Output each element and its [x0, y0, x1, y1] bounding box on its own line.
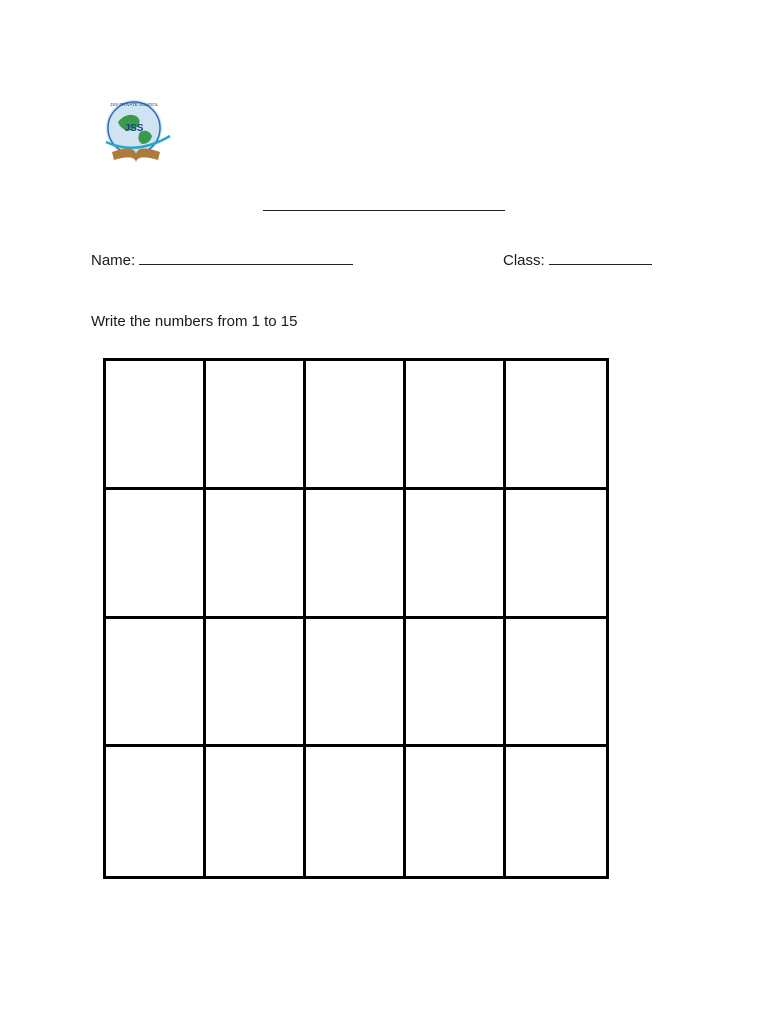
grid-cell [306, 619, 406, 748]
grid-cell [306, 490, 406, 619]
grid-cell [406, 490, 506, 619]
grid-cell [406, 361, 506, 490]
name-label: Name: [91, 252, 136, 269]
name-blank [139, 250, 353, 265]
grid-cell [106, 747, 206, 876]
svg-text:JSS: JSS [124, 123, 144, 134]
title-blank-line [263, 210, 505, 211]
grid-cell [306, 747, 406, 876]
class-field [503, 250, 652, 271]
name-field [91, 250, 353, 271]
grid-cell [206, 747, 306, 876]
grid-cell [106, 619, 206, 748]
grid-cell [306, 361, 406, 490]
grid-cell [206, 490, 306, 619]
svg-text:JSS PRIVATE SCHOOL: JSS PRIVATE SCHOOL [109, 102, 159, 107]
grid-cell [206, 619, 306, 748]
grid-cell [506, 361, 606, 490]
grid-cell [506, 490, 606, 619]
instruction-text: Write the numbers from 1 to 15 [91, 313, 298, 330]
school-logo [96, 92, 176, 174]
class-label: Class: [503, 252, 545, 269]
grid-cell [106, 361, 206, 490]
grid-cell [406, 619, 506, 748]
grid-cell [206, 361, 306, 490]
class-blank [549, 250, 652, 265]
number-grid [103, 358, 609, 879]
grid-cell [406, 747, 506, 876]
grid-cell [506, 619, 606, 748]
grid-cell [106, 490, 206, 619]
grid-cell [506, 747, 606, 876]
